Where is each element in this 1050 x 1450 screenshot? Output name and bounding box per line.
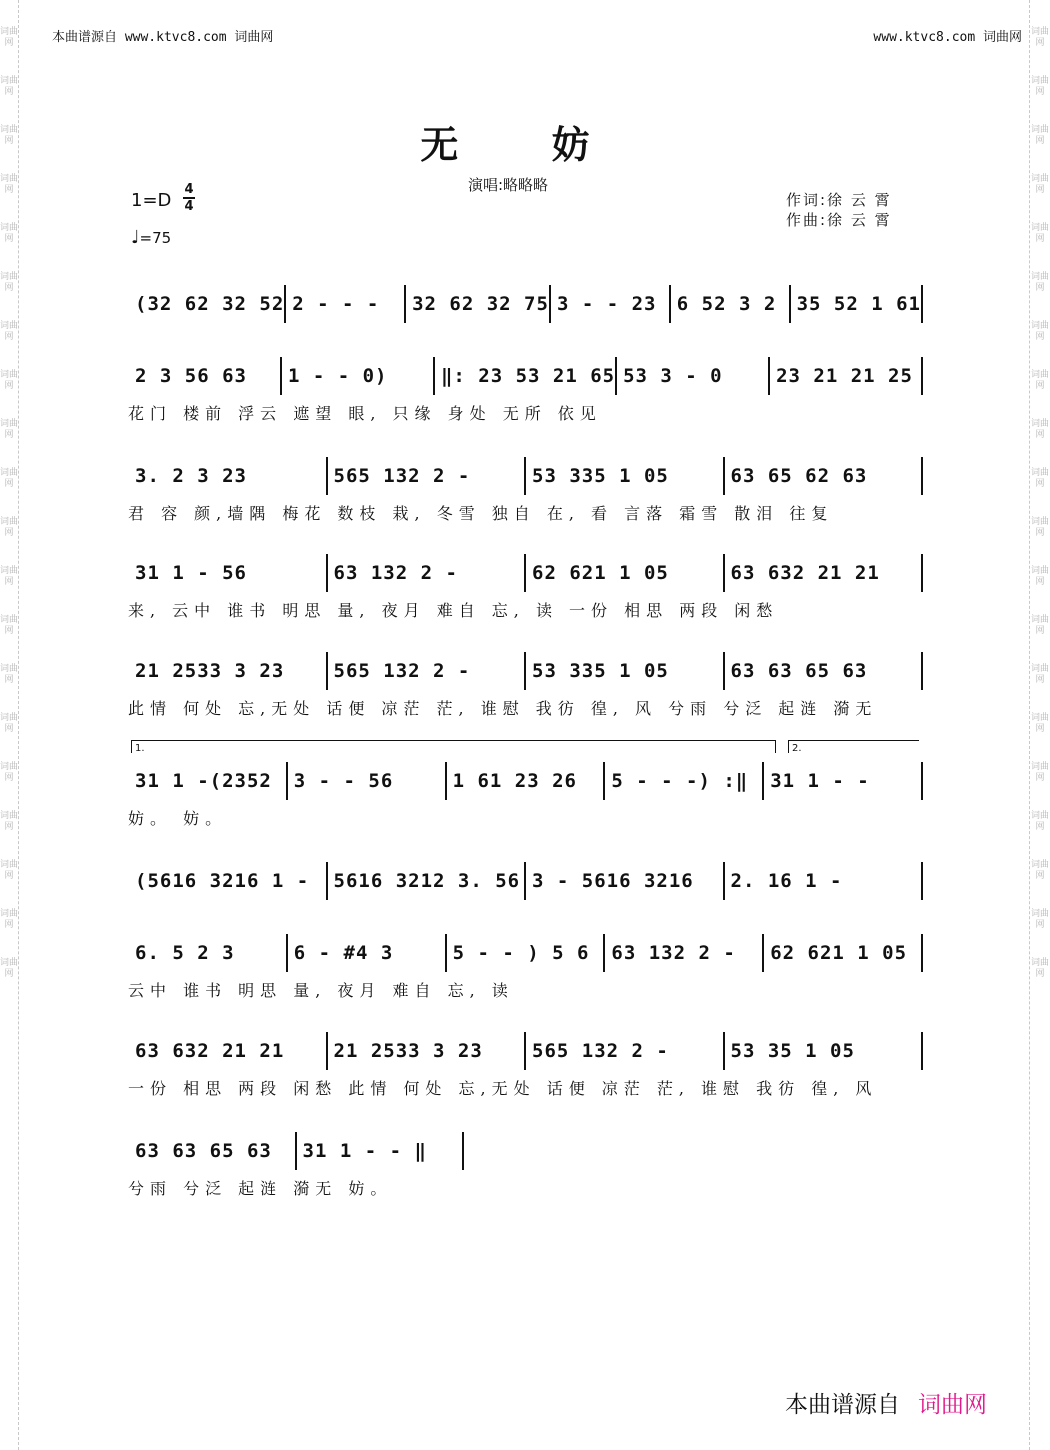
measure: 5 - - -) :‖ [605, 762, 764, 800]
lyric-line: 来, 云中 谁书 明思 量, 夜月 难自 忘, 读 一份 相思 两段 闲愁 [128, 601, 779, 620]
side-watermark: 词曲网 [0, 860, 19, 881]
measure: 53 3 - 0 [617, 357, 770, 395]
measure: 63 63 65 63 [725, 652, 924, 690]
header-source-right: www.ktvc8.com 词曲网 [873, 30, 1022, 45]
side-watermark: 词曲网 [1030, 909, 1049, 930]
side-watermark: 词曲网 [1030, 860, 1049, 881]
side-watermark: 词曲网 [0, 615, 19, 636]
lyric-line: 云中 谁书 明思 量, 夜月 难自 忘, 读 [128, 981, 514, 1000]
time-signature-bottom: 4 [184, 199, 194, 214]
left-watermark-strip [0, 0, 19, 1450]
measure: 63 632 21 21 [725, 554, 924, 592]
side-watermark: 词曲网 [0, 909, 19, 930]
lyric-line: 一份 相思 两段 闲愁 此情 何处 忘,无处 话便 凉茫 茫, 谁慰 我彷 徨, 风 [128, 1079, 878, 1098]
measure: 31 1 - - [764, 762, 923, 800]
measure: 63 132 2 - [605, 934, 764, 972]
side-watermark: 词曲网 [0, 566, 19, 587]
notation-line [128, 760, 923, 802]
measure: 3. 2 3 23 [129, 457, 328, 495]
side-watermark: 词曲网 [1030, 27, 1049, 48]
staff-row [128, 552, 923, 621]
lyric-line: 此情 何处 忘,无处 话便 凉茫 茫, 谁慰 我彷 徨, 风 兮雨 兮泛 起涟 漪无 [128, 699, 878, 718]
side-watermark: 词曲网 [1030, 125, 1049, 146]
measure: 62 621 1 05 [764, 934, 923, 972]
measure: 35 52 1 61 [791, 285, 923, 323]
measure: 31 1 -(2352 [129, 762, 288, 800]
measure: 31 1 - - ‖ [297, 1132, 465, 1170]
side-watermark: 词曲网 [1030, 370, 1049, 391]
lyricist-credit: 作词:徐 云 霄 [786, 191, 892, 209]
measure: (5616 3216 1 - [129, 862, 328, 900]
side-watermark: 词曲网 [1030, 615, 1049, 636]
side-watermark: 词曲网 [0, 517, 19, 538]
notation-line [128, 860, 923, 902]
side-watermark: 词曲网 [1030, 713, 1049, 734]
side-watermark: 词曲网 [1030, 811, 1049, 832]
song-title: 无 妨 [420, 122, 630, 167]
side-watermark: 词曲网 [0, 958, 19, 979]
measure: ‖: 23 53 21 65 [435, 357, 617, 395]
side-watermark: 词曲网 [1030, 468, 1049, 489]
measure: 63 65 62 63 [725, 457, 924, 495]
notation-line [128, 1030, 923, 1072]
staff-row [128, 1130, 923, 1199]
lyric-line: 君 容 颜,墙隅 梅花 数枝 栽, 冬雪 独自 在, 看 言落 霜雪 散泪 往复 [128, 504, 834, 523]
side-watermark: 词曲网 [1030, 174, 1049, 195]
side-watermark: 词曲网 [1030, 762, 1049, 783]
footer-brand: 词曲网 [918, 1392, 987, 1418]
credits [786, 190, 892, 230]
measure: 23 21 21 25 [770, 357, 923, 395]
measure: 63 63 65 63 [129, 1132, 297, 1170]
measure: 53 35 1 05 [725, 1032, 924, 1070]
side-watermark: 词曲网 [1030, 566, 1049, 587]
staff-row [128, 860, 923, 906]
singer-credit: 演唱:略略略 [468, 176, 549, 194]
side-watermark: 词曲网 [0, 713, 19, 734]
measure: 3 - - 56 [288, 762, 447, 800]
side-watermark: 词曲网 [0, 370, 19, 391]
staff-row [128, 760, 923, 829]
measure: 5616 3212 3. 56 [328, 862, 527, 900]
side-watermark: 词曲网 [1030, 958, 1049, 979]
measure: 1 - - 0) [282, 357, 435, 395]
measure: 62 621 1 05 [526, 554, 725, 592]
side-watermark: 词曲网 [0, 762, 19, 783]
notation-line [128, 552, 923, 594]
key-signature: 1=D [131, 190, 172, 211]
side-watermark: 词曲网 [0, 664, 19, 685]
side-watermark: 词曲网 [1030, 664, 1049, 685]
measure: 3 - 5616 3216 [526, 862, 725, 900]
measure: 6. 5 2 3 [129, 934, 288, 972]
measure: 21 2533 3 23 [328, 1032, 527, 1070]
notation-line [128, 283, 923, 325]
side-watermark: 词曲网 [0, 419, 19, 440]
first-ending-label: 1. [135, 743, 145, 754]
side-watermark: 词曲网 [0, 321, 19, 342]
footer-source-text: 本曲谱源自 [785, 1392, 900, 1418]
footer-source [785, 1386, 987, 1419]
first-ending-bracket [131, 740, 776, 753]
side-watermark: 词曲网 [1030, 419, 1049, 440]
measure: 565 132 2 - [526, 1032, 725, 1070]
side-watermark: 词曲网 [0, 125, 19, 146]
notation-line [128, 1130, 464, 1172]
measure: (32 62 32 52 [129, 285, 286, 323]
second-ending-bracket [788, 740, 919, 753]
side-watermark: 词曲网 [0, 174, 19, 195]
side-watermark: 词曲网 [1030, 76, 1049, 97]
staff-row [128, 355, 923, 424]
measure: 32 62 32 75 [406, 285, 551, 323]
notation-line [128, 932, 923, 974]
measure: 6 - #4 3 [288, 934, 447, 972]
staff-row [128, 283, 923, 329]
tempo-value: =75 [139, 229, 172, 247]
side-watermark: 词曲网 [0, 76, 19, 97]
notation-line [128, 355, 923, 397]
measure: 63 132 2 - [328, 554, 527, 592]
measure: 2 - - - [286, 285, 406, 323]
measure: 5 - - ) 5 6 [447, 934, 606, 972]
staff-row [128, 932, 923, 1001]
side-watermark: 词曲网 [0, 811, 19, 832]
lyric-line: 兮雨 兮泛 起涟 漪无 妨。 [128, 1179, 393, 1198]
measure: 2 3 56 63 [129, 357, 282, 395]
side-watermark: 词曲网 [1030, 223, 1049, 244]
side-watermark: 词曲网 [1030, 517, 1049, 538]
lyric-line: 花门 楼前 浮云 遮望 眼, 只缘 身处 无所 依见 [128, 404, 602, 423]
notation-line [128, 650, 923, 692]
time-signature [183, 183, 195, 213]
measure: 63 632 21 21 [129, 1032, 328, 1070]
tempo-marking [131, 227, 171, 248]
staff-row [128, 1030, 923, 1099]
header-source-left: 本曲谱源自 www.ktvc8.com 词曲网 [52, 30, 274, 45]
measure: 53 335 1 05 [526, 457, 725, 495]
side-watermark: 词曲网 [0, 272, 19, 293]
measure: 1 61 23 26 [447, 762, 606, 800]
measure: 31 1 - 56 [129, 554, 328, 592]
measure: 3 - - 23 [551, 285, 671, 323]
measure: 565 132 2 - [328, 457, 527, 495]
measure: 2. 16 1 - [725, 862, 924, 900]
quarter-note-icon: ♩ [131, 227, 140, 248]
notation-line [128, 455, 923, 497]
composer-credit: 作曲:徐 云 霄 [786, 211, 892, 229]
staff-row [128, 650, 923, 719]
side-watermark: 词曲网 [0, 468, 19, 489]
side-watermark: 词曲网 [1030, 321, 1049, 342]
side-watermark: 词曲网 [0, 27, 19, 48]
measure: 53 335 1 05 [526, 652, 725, 690]
measure: 565 132 2 - [328, 652, 527, 690]
right-watermark-strip [1029, 0, 1050, 1450]
side-watermark: 词曲网 [0, 223, 19, 244]
staff-row [128, 455, 923, 524]
measure: 21 2533 3 23 [129, 652, 328, 690]
second-ending-label: 2. [792, 743, 802, 754]
side-watermark: 词曲网 [1030, 272, 1049, 293]
lyric-line: 妨。 妨。 [128, 809, 228, 828]
measure: 6 52 3 2 [671, 285, 791, 323]
time-signature-top: 4 [184, 182, 194, 197]
